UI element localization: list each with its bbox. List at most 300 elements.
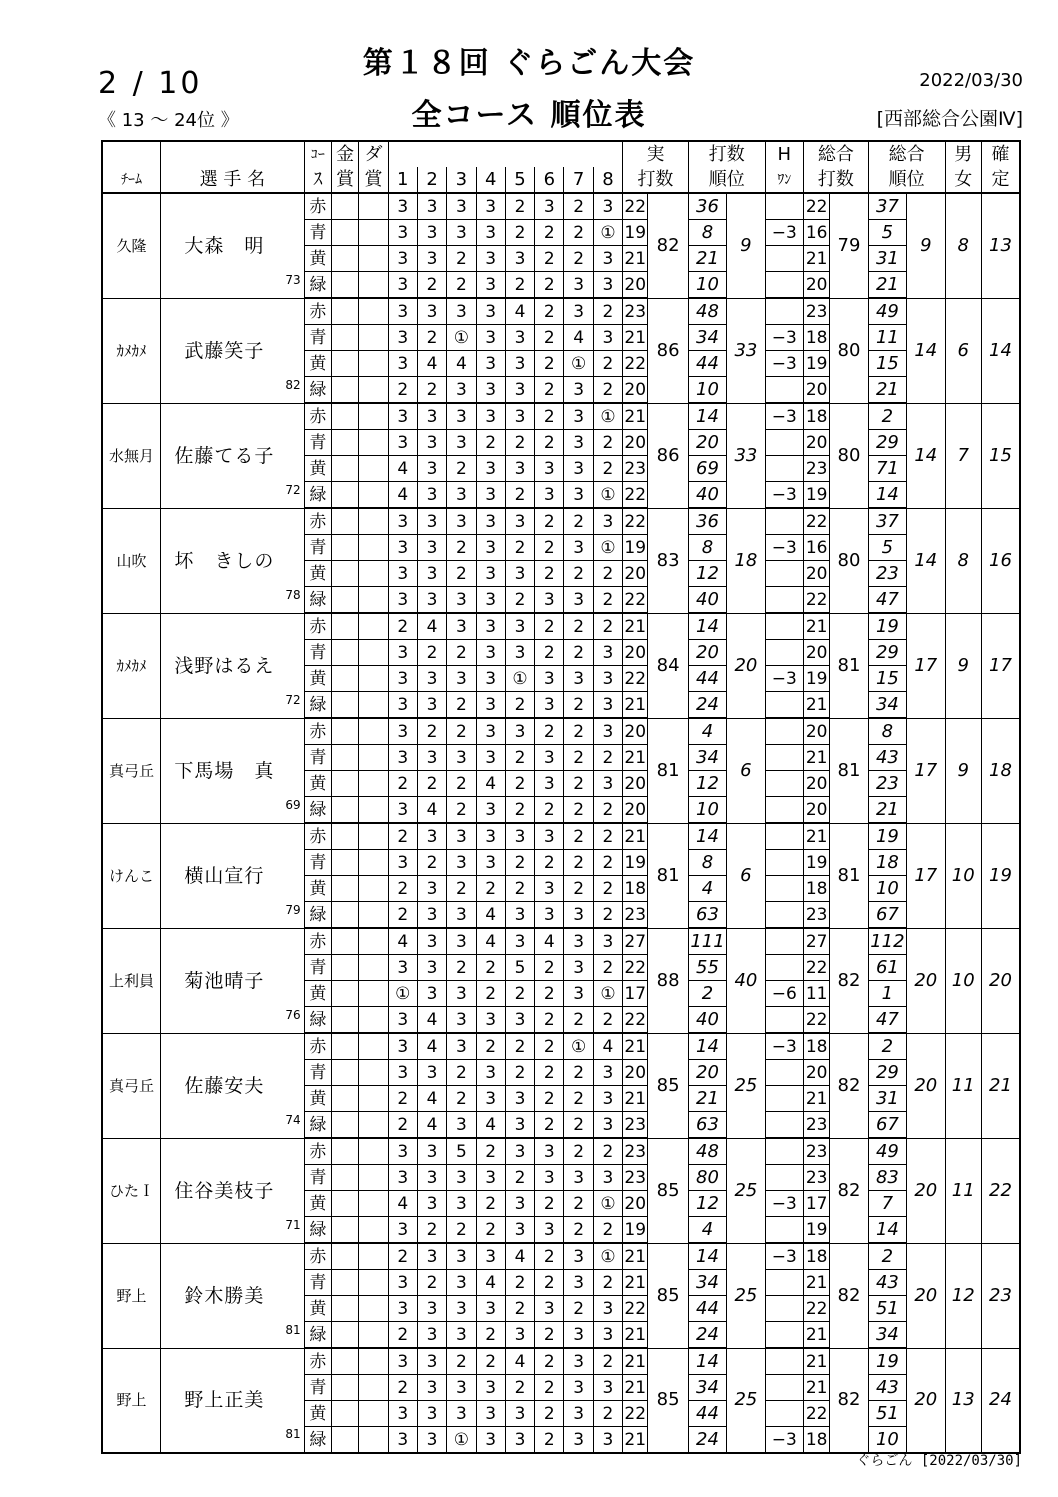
gender-rank: 6 [945, 298, 981, 403]
player-age: 79 [285, 902, 301, 917]
hole-6-score: 2 [535, 325, 564, 351]
hole-2-score: 3 [417, 298, 446, 325]
hole-1-score: 3 [388, 403, 417, 430]
course-total-rank: 2 [868, 403, 906, 430]
hole-3-score: 3 [447, 745, 476, 771]
hole-3-score: 2 [447, 1060, 476, 1086]
course-strokes: 21 [623, 1270, 648, 1296]
hole-2-score: 3 [417, 955, 446, 981]
final-rank: 14 [981, 298, 1020, 403]
hole-2-score: 3 [417, 1060, 446, 1086]
hole-2-score: 3 [417, 1375, 446, 1401]
gold-prize-cell [331, 797, 358, 824]
da-prize-cell [359, 1191, 388, 1217]
da-prize-cell [359, 640, 388, 666]
course-strokes: 23 [623, 456, 648, 482]
hole-7-score: 3 [564, 928, 593, 955]
hole-1-header: 1 [388, 167, 417, 193]
course-rank: 44 [688, 351, 726, 377]
hole-6-score: 2 [535, 613, 564, 640]
hole-3-score: 3 [447, 902, 476, 929]
gold-prize-cell [331, 1401, 358, 1427]
course-strokes: 21 [623, 1086, 648, 1112]
actual-header: 打数 [623, 167, 689, 193]
gender-rank: 13 [945, 1348, 981, 1453]
da-prize-cell [359, 1243, 388, 1270]
hole-in-one-bonus [765, 1217, 803, 1244]
hole-8-score: 2 [593, 430, 622, 456]
hole-7-score: 3 [564, 272, 593, 299]
course-rank: 14 [688, 823, 726, 850]
total-rank: 20 [907, 928, 945, 1033]
course-total-strokes: 22 [804, 1401, 830, 1427]
hole-8-header: 8 [593, 167, 622, 193]
hole-in-one-bonus: −3 [765, 1191, 803, 1217]
hole-5-score: 3 [505, 1427, 534, 1454]
course-total-rank: 21 [868, 272, 906, 299]
hole-8-score: 2 [593, 1007, 622, 1034]
hole-1-score: 3 [388, 272, 417, 299]
player-name-text: 野上正美 [184, 1389, 265, 1412]
team-name: ｶﾒｶﾒ [102, 613, 161, 718]
hole-4-score: 2 [476, 876, 505, 902]
course-strokes: 21 [623, 246, 648, 272]
hole-in-one-bonus [765, 561, 803, 587]
course-label: 青 [304, 325, 331, 351]
da-prize-cell [359, 1348, 388, 1375]
hole-3-score: 3 [447, 823, 476, 850]
final-rank: 16 [981, 508, 1020, 613]
hole-4-score: 3 [476, 666, 505, 692]
hole-3-score: 5 [447, 1138, 476, 1165]
hole-2-score: 4 [417, 351, 446, 377]
gold-prize-cell [331, 640, 358, 666]
hole-2-score: 2 [417, 377, 446, 404]
hole-5-header: 5 [505, 167, 534, 193]
hole-4-score: 3 [476, 823, 505, 850]
hole-4-score: 3 [476, 377, 505, 404]
hole-in-one-header-top: H [765, 141, 803, 167]
gold-prize-cell [331, 535, 358, 561]
gold-prize-cell [331, 561, 358, 587]
hole-3-score: 3 [447, 377, 476, 404]
team-name: 真弓丘 [102, 1033, 161, 1138]
hole-4-score: 3 [476, 1165, 505, 1191]
hole-7-score: 2 [564, 797, 593, 824]
hole-6-score: 2 [535, 640, 564, 666]
da-prize-cell [359, 1401, 388, 1427]
hole-7-score: 3 [564, 456, 593, 482]
course-rank: 48 [688, 298, 726, 325]
course-strokes: 22 [623, 666, 648, 692]
gold-prize-cell [331, 745, 358, 771]
player-name-text: 下馬場 真 [174, 759, 275, 782]
da-prize-cell [359, 246, 388, 272]
da-prize-cell [359, 928, 388, 955]
hole-1-score: 3 [388, 508, 417, 535]
hole-2-score: 3 [417, 981, 446, 1007]
hole-1-score: 3 [388, 1296, 417, 1322]
course-rank-header-top: 打数 [688, 141, 765, 167]
total-rank: 20 [907, 1138, 945, 1243]
hole-4-score: 2 [476, 430, 505, 456]
rank-range: 《 13 ～ 24位 》 [98, 110, 239, 131]
hole-2-score: 3 [417, 902, 446, 929]
da-prize-cell [359, 850, 388, 876]
total-strokes: 82 [830, 1138, 868, 1243]
hole-6-score: 2 [535, 561, 564, 587]
course-total-strokes: 21 [804, 692, 830, 719]
hole-in-one-bonus [765, 1138, 803, 1165]
hole-6-score: 2 [535, 797, 564, 824]
hole-in-one-bonus [765, 1322, 803, 1349]
hole-3-score: ① [447, 1427, 476, 1454]
header-row-top [102, 141, 1020, 167]
hole-7-header: 7 [564, 167, 593, 193]
course-total-strokes: 20 [804, 272, 830, 299]
hole-8-score: 2 [593, 456, 622, 482]
course-total-strokes: 20 [804, 561, 830, 587]
hole-in-one-bonus: −3 [765, 535, 803, 561]
course-total-strokes: 21 [804, 1375, 830, 1401]
player-age: 72 [285, 482, 301, 497]
hole-7-score: 3 [564, 1427, 593, 1454]
course-rank: 20 [688, 640, 726, 666]
da-prize-cell [359, 535, 388, 561]
hole-3-score: 3 [447, 666, 476, 692]
hole-1-score: 2 [388, 377, 417, 404]
hole-2-score: 3 [417, 1322, 446, 1349]
hole-in-one-bonus [765, 640, 803, 666]
hole-3-score: ① [447, 325, 476, 351]
course-total-rank: 23 [868, 771, 906, 797]
hole-2-score: 3 [417, 220, 446, 246]
da-prize-cell [359, 1427, 388, 1454]
hole-6-score: 2 [535, 1033, 564, 1060]
player-age: 74 [285, 1112, 301, 1127]
hole-in-one-bonus [765, 613, 803, 640]
hole-in-one-bonus [765, 1007, 803, 1034]
da-prize-cell [359, 482, 388, 509]
results-table [101, 140, 1021, 1454]
player-name-text: 鈴木勝美 [184, 1284, 265, 1307]
score-row [102, 613, 1020, 640]
hole-2-score: 4 [417, 1007, 446, 1034]
hole-4-score: 3 [476, 1375, 505, 1401]
course-total-rank: 43 [868, 1270, 906, 1296]
hole-8-score: 3 [593, 193, 622, 220]
hole-4-score: 3 [476, 535, 505, 561]
course-total-strokes: 18 [804, 403, 830, 430]
hole-4-score: 3 [476, 351, 505, 377]
course-rank: 10 [688, 272, 726, 299]
course-strokes: 27 [623, 928, 648, 955]
hole-4-score: 2 [476, 1138, 505, 1165]
course-total-rank: 19 [868, 823, 906, 850]
hole-4-score: 3 [476, 797, 505, 824]
da-prize-cell [359, 1270, 388, 1296]
hole-5-score: 2 [505, 692, 534, 719]
course-label: 青 [304, 640, 331, 666]
gold-prize-cell [331, 325, 358, 351]
gold-prize-cell [331, 823, 358, 850]
hole-7-score: 2 [564, 823, 593, 850]
gold-prize-cell [331, 902, 358, 929]
course-strokes: 23 [623, 1138, 648, 1165]
hole-5-score: 5 [505, 955, 534, 981]
hole-1-score: 2 [388, 613, 417, 640]
gender-rank: 8 [945, 508, 981, 613]
hole-6-score: 2 [535, 850, 564, 876]
course-total-strokes: 21 [804, 1086, 830, 1112]
da-header-top: ダ [359, 141, 388, 167]
da-prize-cell [359, 613, 388, 640]
hole-1-score: 2 [388, 771, 417, 797]
hole-7-score: 3 [564, 482, 593, 509]
team-name: 久隆 [102, 193, 161, 298]
gender-rank: 8 [945, 193, 981, 298]
course-strokes: 21 [623, 403, 648, 430]
course-label: 赤 [304, 403, 331, 430]
course-strokes: 21 [623, 692, 648, 719]
hole-8-score: 3 [593, 1296, 622, 1322]
hole-2-score: 3 [417, 1243, 446, 1270]
course-rank: 63 [688, 902, 726, 929]
hole-1-score: 3 [388, 1007, 417, 1034]
hole-2-header: 2 [417, 167, 446, 193]
hole-3-score: 3 [447, 430, 476, 456]
hole-3-score: 3 [447, 1112, 476, 1139]
gender-rank: 10 [945, 928, 981, 1033]
hole-3-score: 3 [447, 193, 476, 220]
gold-prize-cell [331, 981, 358, 1007]
hole-3-score: 2 [447, 535, 476, 561]
hole-4-score: 2 [476, 955, 505, 981]
hole-6-score: 2 [535, 1348, 564, 1375]
hole-8-score: 3 [593, 666, 622, 692]
course-label: 黄 [304, 876, 331, 902]
course-total-rank: 11 [868, 325, 906, 351]
hole-1-score: 3 [388, 1033, 417, 1060]
player-name [161, 1138, 305, 1243]
hole-in-one-bonus [765, 876, 803, 902]
gold-prize-cell [331, 1427, 358, 1454]
da-prize-cell [359, 955, 388, 981]
hole-in-one-bonus [765, 508, 803, 535]
course-label: 黄 [304, 1401, 331, 1427]
hole-3-score: 3 [447, 1165, 476, 1191]
hole-3-score: 2 [447, 797, 476, 824]
hole-8-score: 3 [593, 1427, 622, 1454]
hole-7-score: ① [564, 351, 593, 377]
hole-3-score: 3 [447, 1033, 476, 1060]
course-label: 緑 [304, 1007, 331, 1034]
hole-1-score: 3 [388, 246, 417, 272]
final-rank: 19 [981, 823, 1020, 928]
hole-5-score: 3 [505, 640, 534, 666]
hole-2-score: 3 [417, 561, 446, 587]
hole-3-score: 3 [447, 1322, 476, 1349]
hole-5-score: 3 [505, 823, 534, 850]
hole-5-score: 3 [505, 718, 534, 745]
score-row [102, 823, 1020, 850]
team-name: 野上 [102, 1348, 161, 1453]
hole-3-score: 3 [447, 1007, 476, 1034]
gender-rank: 10 [945, 823, 981, 928]
hole-3-score: 2 [447, 771, 476, 797]
hole-4-score: 2 [476, 1217, 505, 1244]
score-row [102, 298, 1020, 325]
course-strokes: 20 [623, 561, 648, 587]
hole-6-score: 2 [535, 220, 564, 246]
course-total-strokes: 22 [804, 955, 830, 981]
course-total-rank: 37 [868, 193, 906, 220]
hole-8-score: 3 [593, 640, 622, 666]
hole-8-score: 3 [593, 928, 622, 955]
course-total-strokes: 23 [804, 456, 830, 482]
hole-5-score: 2 [505, 1033, 534, 1060]
hole-7-score: 2 [564, 640, 593, 666]
tournament-title: 第１８回 ぐらごん大会 [362, 46, 696, 81]
course-total-strokes: 16 [804, 535, 830, 561]
team-name: ひたＩ [102, 1138, 161, 1243]
course-label: 緑 [304, 1217, 331, 1244]
hole-6-score: 3 [535, 876, 564, 902]
actual-strokes: 82 [648, 193, 688, 298]
course-total-strokes: 19 [804, 666, 830, 692]
hole-6-score: 3 [535, 1165, 564, 1191]
total-rank: 9 [907, 193, 945, 298]
hole-5-score: 2 [505, 272, 534, 299]
player-name-text: 浅野はるえ [174, 654, 275, 677]
hole-1-score: 3 [388, 298, 417, 325]
course-total-rank: 83 [868, 1165, 906, 1191]
player-age: 72 [285, 692, 301, 707]
gender-rank: 12 [945, 1243, 981, 1348]
course-label: 緑 [304, 377, 331, 404]
hole-4-score: 3 [476, 718, 505, 745]
course-total-strokes: 27 [804, 928, 830, 955]
course-strokes: 22 [623, 587, 648, 614]
hole-3-score: 2 [447, 640, 476, 666]
hole-6-score: 3 [535, 587, 564, 614]
hole-5-score: 2 [505, 1375, 534, 1401]
total-rank: 17 [907, 718, 945, 823]
stroke-rank: 9 [727, 193, 765, 298]
gold-prize-cell [331, 1217, 358, 1244]
hole-in-one-bonus [765, 718, 803, 745]
hole-5-score: 2 [505, 771, 534, 797]
hole-4-score: 3 [476, 220, 505, 246]
hole-7-score: 3 [564, 298, 593, 325]
hole-6-score: 2 [535, 955, 564, 981]
gold-prize-cell [331, 850, 358, 876]
da-prize-cell [359, 666, 388, 692]
total-rank: 17 [907, 613, 945, 718]
hole-8-score: 2 [593, 587, 622, 614]
course-total-strokes: 22 [804, 1007, 830, 1034]
course-total-rank: 31 [868, 1086, 906, 1112]
da-prize-cell [359, 325, 388, 351]
hole-3-score: 3 [447, 1243, 476, 1270]
course-rank: 34 [688, 1270, 726, 1296]
hole-7-score: 2 [564, 613, 593, 640]
hole-2-score: 3 [417, 193, 446, 220]
course-rank: 44 [688, 1296, 726, 1322]
total-strokes: 80 [830, 403, 868, 508]
total-strokes: 82 [830, 1348, 868, 1453]
actual-strokes: 85 [648, 1033, 688, 1138]
gold-prize-cell [331, 377, 358, 404]
course-header: ｽ [304, 167, 331, 193]
gold-prize-cell [331, 1060, 358, 1086]
hole-in-one-bonus [765, 955, 803, 981]
hole-7-score: 4 [564, 325, 593, 351]
course-strokes: 20 [623, 377, 648, 404]
hole-in-one-bonus: −3 [765, 1243, 803, 1270]
hole-2-score: 3 [417, 1401, 446, 1427]
total-rank: 20 [907, 1243, 945, 1348]
course-strokes: 20 [623, 640, 648, 666]
hole-8-score: ① [593, 220, 622, 246]
hole-1-score: ① [388, 981, 417, 1007]
course-strokes: 20 [623, 1191, 648, 1217]
hole-2-score: 3 [417, 928, 446, 955]
gold-prize-cell [331, 246, 358, 272]
course-total-strokes: 21 [804, 1322, 830, 1349]
course-rank: 20 [688, 430, 726, 456]
course-rank: 4 [688, 1217, 726, 1244]
gold-prize-cell [331, 193, 358, 220]
player-name [161, 1243, 305, 1348]
course-rank: 12 [688, 1191, 726, 1217]
actual-strokes: 85 [648, 1243, 688, 1348]
hole-in-one-bonus [765, 430, 803, 456]
course-strokes: 19 [623, 1217, 648, 1244]
course-total-rank: 29 [868, 430, 906, 456]
hole-4-score: 4 [476, 1112, 505, 1139]
actual-strokes: 81 [648, 823, 688, 928]
hole-4-score: 3 [476, 456, 505, 482]
hole-in-one-bonus [765, 272, 803, 299]
hole-5-score: 2 [505, 1270, 534, 1296]
course-strokes: 19 [623, 850, 648, 876]
hole-3-score: 3 [447, 508, 476, 535]
da-prize-cell [359, 1165, 388, 1191]
course-total-rank: 15 [868, 351, 906, 377]
course-total-strokes: 19 [804, 351, 830, 377]
gold-prize-cell [331, 1375, 358, 1401]
hole-6-score: 3 [535, 666, 564, 692]
actual-strokes: 88 [648, 928, 688, 1033]
hole-6-score: 3 [535, 456, 564, 482]
total-strokes: 79 [830, 193, 868, 298]
course-strokes: 23 [623, 298, 648, 325]
hole-8-score: ① [593, 403, 622, 430]
hole-8-score: 3 [593, 1086, 622, 1112]
hole-7-score: 2 [564, 1191, 593, 1217]
hole-1-score: 3 [388, 535, 417, 561]
hole-5-score: 3 [505, 561, 534, 587]
course-total-rank: 51 [868, 1296, 906, 1322]
course-total-strokes: 20 [804, 640, 830, 666]
hole-3-score: 2 [447, 1348, 476, 1375]
hole-3-score: 3 [447, 482, 476, 509]
da-prize-cell [359, 193, 388, 220]
course-label: 青 [304, 430, 331, 456]
course-rank: 10 [688, 377, 726, 404]
stroke-rank: 25 [727, 1138, 765, 1243]
